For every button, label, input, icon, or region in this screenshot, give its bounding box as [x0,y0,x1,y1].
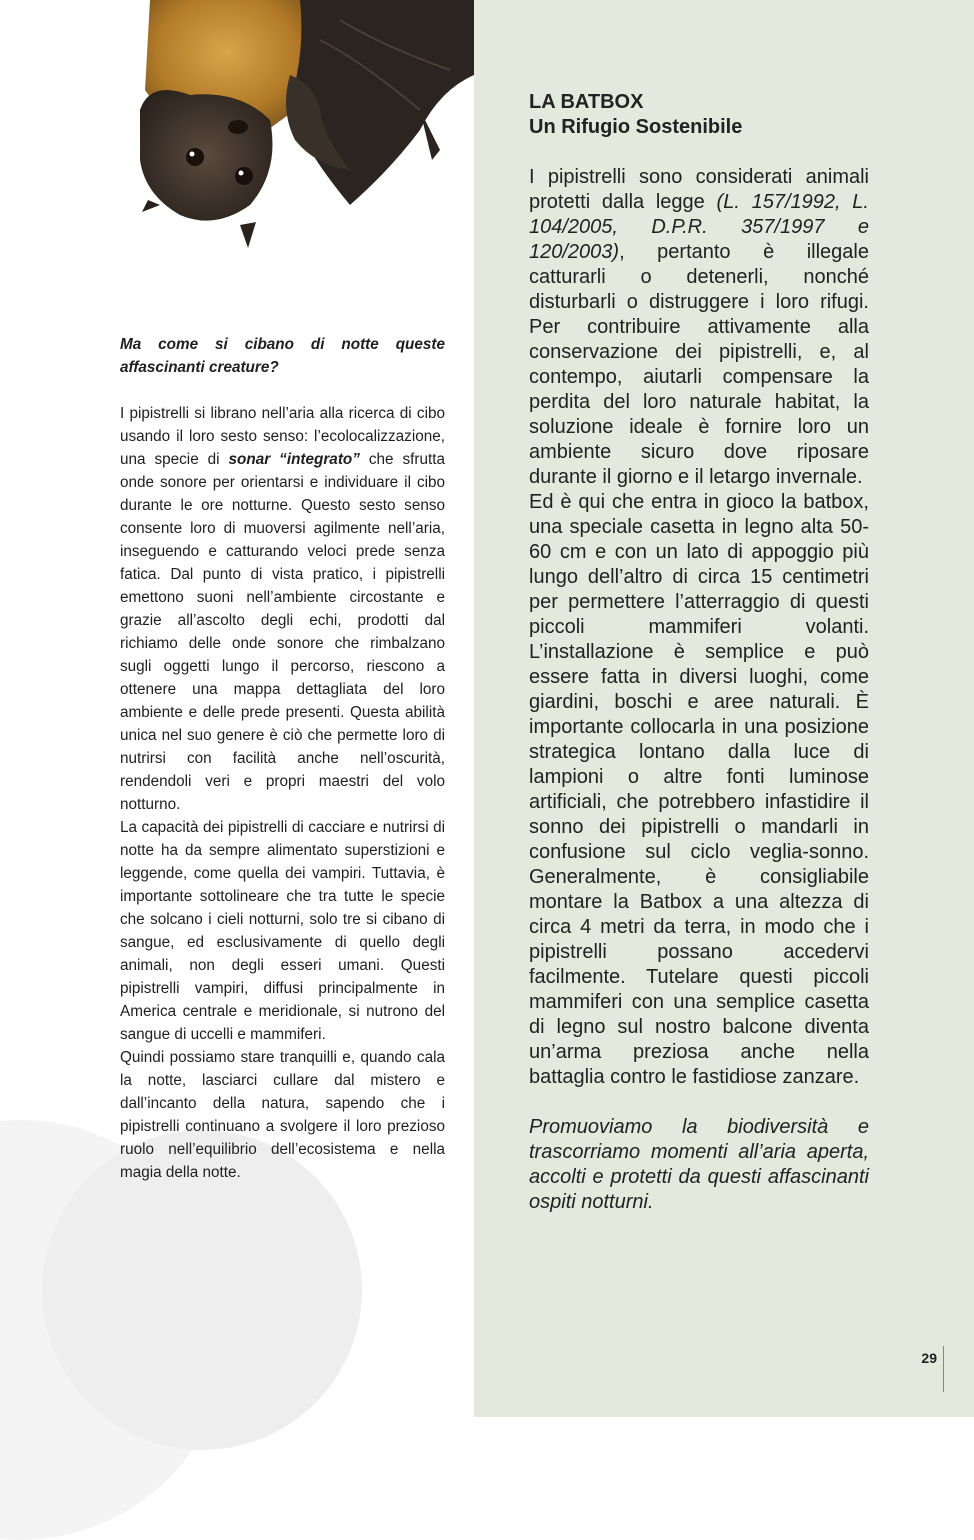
left-paragraph-3: Quindi possiamo stare tranquilli e, quando cala la notte, lasciarci cullare dal mistero e dall’incanto della natura, sapendo che i pipistrelli continuano a svolgere il loro prezioso ruolo nell’equilibrio dell’ecosistema e nella magia della notte. [120,1049,445,1181]
closing-statement: Promuoviamo la biodiversità e trascorriamo momenti all’aria aperta, accolti e protetti da questi affascinanti ospiti notturni. [529,1116,869,1213]
right-paragraph-1 [529,165,869,490]
left-p1-text-c: che sfrutta onde sonore per orientarsi e individuare il cibo durante le ore notturne. Questo sesto senso consente loro di muoversi agilmente nell’aria, inseguendo e catturando veloci prede senza fatica. Dal punto di vista pratico, i pipistrelli emettono suoni nell’ambiente circostante e grazie all’ascolto degli echi, prodotti dal richiamo delle onde sonore che rimbalzano sugli oggetti lungo il percorso, riescono a ottenere una mappa dettagliata del loro ambiente e delle prede presenti. Questa abilità unica nel suo genere è ciò che permette loro di nutrirsi con facilità anche nell’oscurità, rendendoli veri e propri maestri del volo notturno. [120,451,446,813]
left-paragraph-1 [120,402,445,816]
page-number: 29 [921,1350,937,1366]
right-p1-law-citation: (L. 157/1992, L. 104/2005, D.P.R. 357/1997 e 120/2003) [529,191,869,263]
page-number-rule [943,1346,944,1392]
right-p1-text-c: , pertanto è illegale catturarli o detenerli, nonché disturbarli o distruggere i loro rifugi. Per contribuire attivamente alla conservazione dei pipistrelli, e, al contempo, aiutarli compensare la perdita del loro naturale habitat, la soluzione ideale è fornire loro un ambiente sicuro dove riposare durante il giorno e il letargo invernale. [529,241,869,488]
section-title: LA BATBOX [529,91,644,113]
right-column [529,90,869,1215]
left-column [120,333,445,1184]
right-paragraph-2: Ed è qui che entra in gioco la batbox, una speciale casetta in legno alta 50-60 cm e con un lato di appoggio più lungo dell’altro di circa 15 centimetri per permettere l’atterraggio di questi piccoli mammiferi volanti. L’installazione è semplice e può essere fatta in diversi luoghi, come giardini, boschi e aree naturali. È importante collocarla in una posizione strategica lontano dalla luce di lampioni o altre fonti luminose artificiali, che potrebbero infastidire il sonno dei pipistrelli o mandarli in confusione sul ciclo veglia-sonno. Generalmente, è consigliabile montare la Batbox a una altezza di circa 4 metri da terra, in modo che i pipistrelli possano accedervi facilmente. Tutelare questi piccoli mammiferi con una semplice casetta di legno sul nostro balcone diventa un’arma preziosa anche nella battaglia contro le fastidiose zanzare. [529,491,869,1088]
left-p1-text-a: I pipistrelli si librano nell’aria alla ricerca di cibo usando il loro sesto senso: l’ecolocalizzazione, una specie di [120,405,445,468]
right-p1-text-a: I pipistrelli sono considerati animali protetti dalla legge [529,166,869,213]
question-heading: Ma come si cibano di notte queste affascinanti creature? [120,336,445,376]
left-p1-emphasis: sonar “integrato” [228,451,360,468]
section-subtitle: Un Rifugio Sostenibile [529,116,743,138]
fruit-bat-photo [120,0,474,260]
left-paragraph-2: La capacità dei pipistrelli di cacciare e nutrirsi di notte ha da sempre alimentato superstizioni e leggende, come quella dei vampiri. Tuttavia, è importante sottolineare che tra tutte le specie che solcano i cieli notturni, solo tre si cibano di sangue, ed esclusivamente di quello degli animali, non degli esseri umani. Questi pipistrelli vampiri, diffusi principalmente in America centrale e meridionale, si nutrono del sangue di uccelli e mammiferi. [120,819,445,1043]
